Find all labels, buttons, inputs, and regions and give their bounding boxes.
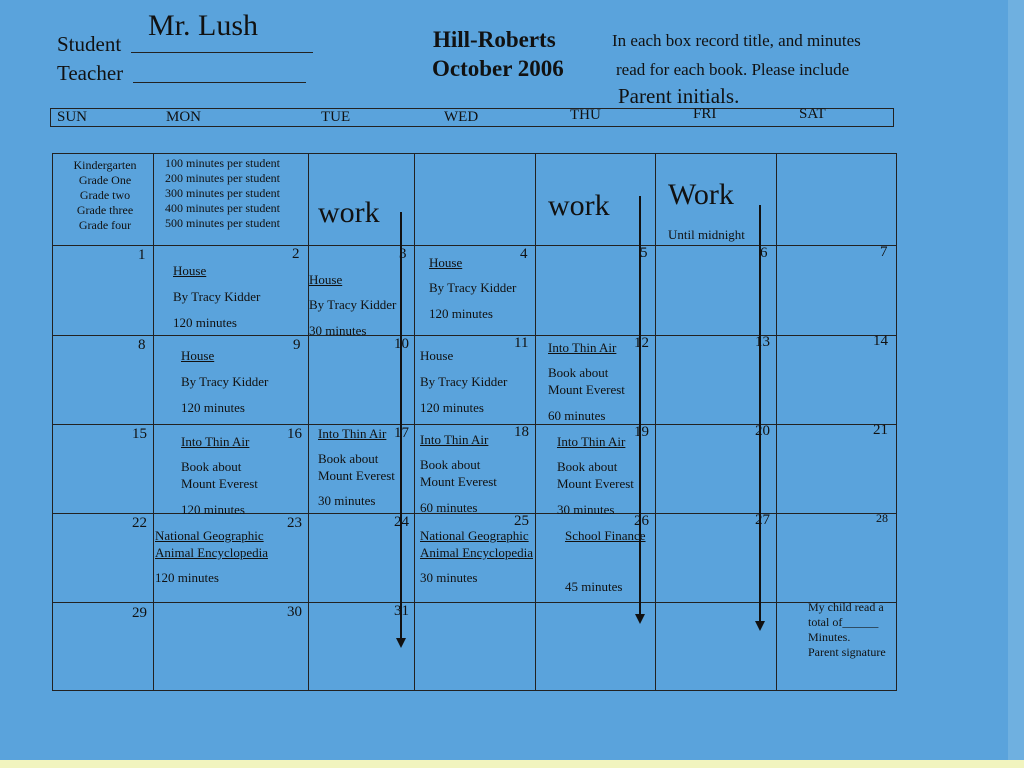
entry-minutes: 120 minutes bbox=[429, 306, 493, 321]
entry-author: By Tracy Kidder bbox=[181, 374, 269, 389]
date-number: 19 bbox=[634, 424, 649, 440]
work-note-fri: Work bbox=[668, 178, 734, 211]
date-number: 31 bbox=[394, 603, 409, 619]
entry-title: Into Thin Air bbox=[318, 426, 387, 441]
grid-col-line bbox=[153, 153, 154, 691]
day-mon: MON bbox=[166, 109, 202, 125]
work-note-thu: work bbox=[548, 189, 610, 222]
legend-minutes: 400 minutes per student bbox=[165, 201, 280, 215]
entry-author: By Tracy Kidder bbox=[173, 289, 261, 304]
grid-row-line bbox=[52, 335, 897, 336]
grid-col-line bbox=[414, 153, 415, 691]
grid-col-line bbox=[308, 153, 309, 691]
entry-title: National Geographic bbox=[420, 528, 529, 543]
work-note-tue: work bbox=[318, 196, 380, 229]
grid-row-line bbox=[52, 245, 897, 246]
date-number: 6 bbox=[760, 245, 768, 261]
grid-row-line bbox=[52, 424, 897, 425]
background-edge bbox=[1008, 0, 1024, 760]
entry-title: House bbox=[420, 348, 454, 363]
entry-desc: Book about bbox=[557, 459, 618, 474]
date-number: 24 bbox=[394, 514, 409, 530]
date-number: 18 bbox=[514, 424, 529, 440]
entry-minutes: 120 minutes bbox=[181, 502, 245, 517]
entry-desc: Mount Everest bbox=[557, 476, 634, 491]
minutes-legend bbox=[165, 156, 280, 231]
grid-col-line bbox=[655, 153, 656, 691]
entry-title: Into Thin Air bbox=[557, 434, 626, 449]
entry-title: School Finance bbox=[565, 528, 646, 543]
arrow-line bbox=[759, 205, 761, 622]
handwritten-teacher-name: Mr. Lush bbox=[148, 9, 259, 42]
day-fri: FRI bbox=[693, 106, 717, 122]
date-number: 3 bbox=[399, 246, 407, 262]
legend-grade: Grade One bbox=[78, 173, 132, 187]
background-strip bbox=[0, 760, 1024, 768]
arrow-down-icon bbox=[755, 621, 765, 631]
calendar-grid bbox=[52, 153, 897, 691]
entry-minutes: 30 minutes bbox=[309, 323, 367, 338]
arrow-down-icon bbox=[635, 614, 645, 624]
entry-desc: Book about bbox=[548, 365, 609, 380]
entry-minutes: 45 minutes bbox=[565, 579, 623, 594]
grid-col-line bbox=[776, 153, 777, 691]
entry-minutes: 30 minutes bbox=[420, 570, 478, 585]
legend-minutes: 100 minutes per student bbox=[165, 156, 280, 170]
entry-title: Animal Encyclopedia bbox=[420, 545, 533, 560]
date-number: 5 bbox=[640, 245, 648, 261]
month-title: October 2006 bbox=[432, 56, 564, 81]
date-number: 20 bbox=[755, 423, 770, 439]
grid-row-line bbox=[52, 602, 897, 603]
entry-title: House bbox=[309, 272, 343, 287]
instructions-line-1: In each box record title, and minutes bbox=[612, 31, 861, 50]
day-sun: SUN bbox=[57, 109, 88, 125]
date-number: 8 bbox=[138, 337, 146, 353]
date-number: 11 bbox=[514, 335, 529, 351]
date-number: 27 bbox=[755, 512, 770, 528]
entry-desc: Book about bbox=[420, 457, 481, 472]
entry-title: Animal Encyclopedia bbox=[155, 545, 268, 560]
arrow-down-icon bbox=[396, 638, 406, 648]
school-name: Hill-Roberts bbox=[433, 27, 556, 52]
date-number: 9 bbox=[293, 337, 301, 353]
entry-minutes: 60 minutes bbox=[548, 408, 606, 423]
signature-line: Minutes. bbox=[808, 630, 851, 644]
entry-title: House bbox=[181, 348, 215, 363]
day-wed: WED bbox=[444, 109, 479, 125]
parent-signature-box bbox=[808, 600, 886, 660]
legend-minutes: 300 minutes per student bbox=[165, 186, 280, 200]
date-number: 17 bbox=[394, 425, 409, 441]
entry-minutes: 30 minutes bbox=[557, 502, 615, 517]
entry-minutes: 60 minutes bbox=[420, 500, 478, 515]
entry-minutes: 30 minutes bbox=[318, 493, 376, 508]
legend-grade: Grade three bbox=[76, 203, 134, 217]
entry-desc: Book about bbox=[318, 451, 379, 466]
entry-title: House bbox=[429, 255, 463, 270]
legend-minutes: 500 minutes per student bbox=[165, 216, 280, 230]
signature-line: My child read a bbox=[808, 600, 884, 614]
entry-desc: Book about bbox=[181, 459, 242, 474]
date-number: 2 bbox=[292, 246, 300, 262]
grade-legend bbox=[60, 158, 150, 233]
teacher-label: Teacher bbox=[57, 61, 124, 85]
date-number: 12 bbox=[634, 335, 649, 351]
instructions-line-2: read for each book. Please include bbox=[616, 60, 850, 79]
entry-title: Into Thin Air bbox=[420, 432, 489, 447]
day-tue: TUE bbox=[321, 109, 351, 125]
date-number: 7 bbox=[880, 244, 888, 260]
date-number: 13 bbox=[755, 334, 770, 350]
legend-grade: Kindergarten bbox=[73, 158, 137, 172]
signature-line: total of______ bbox=[808, 615, 879, 629]
date-number: 16 bbox=[287, 426, 302, 442]
entry-title: Into Thin Air bbox=[181, 434, 250, 449]
entry-title: National Geographic bbox=[155, 528, 264, 543]
entry-desc: Mount Everest bbox=[548, 382, 625, 397]
entry-desc: Mount Everest bbox=[318, 468, 395, 483]
date-number: 10 bbox=[394, 336, 409, 352]
grid-col-line bbox=[535, 153, 536, 691]
instructions-line-3: Parent initials. bbox=[618, 84, 740, 108]
legend-grade: Grade four bbox=[78, 218, 132, 232]
day-sat: SAT bbox=[799, 106, 826, 122]
entry-minutes: 120 minutes bbox=[420, 400, 484, 415]
entry-minutes: 120 minutes bbox=[173, 315, 237, 330]
entry-title: House bbox=[173, 263, 207, 278]
date-number: 29 bbox=[132, 605, 147, 621]
entry-author: By Tracy Kidder bbox=[309, 297, 397, 312]
date-number: 28 bbox=[876, 511, 888, 525]
entry-title: Into Thin Air bbox=[548, 340, 617, 355]
legend-grade: Grade two bbox=[79, 188, 131, 202]
entry-minutes: 120 minutes bbox=[155, 570, 219, 585]
date-number: 25 bbox=[514, 513, 529, 529]
date-number: 30 bbox=[287, 604, 302, 620]
entry-minutes: 120 minutes bbox=[181, 400, 245, 415]
signature-line: Parent signature bbox=[808, 645, 886, 659]
date-number: 21 bbox=[873, 422, 888, 438]
teacher-line bbox=[133, 82, 306, 83]
entry-author: By Tracy Kidder bbox=[429, 280, 517, 295]
entry-desc: Mount Everest bbox=[420, 474, 497, 489]
date-number: 23 bbox=[287, 515, 302, 531]
until-midnight-note: Until midnight bbox=[668, 227, 745, 242]
entry-desc: Mount Everest bbox=[181, 476, 258, 491]
date-number: 4 bbox=[520, 246, 528, 262]
date-number: 1 bbox=[138, 247, 146, 263]
legend-minutes: 200 minutes per student bbox=[165, 171, 280, 185]
date-number: 15 bbox=[132, 426, 147, 442]
weekday-header bbox=[50, 108, 894, 127]
date-number: 26 bbox=[634, 513, 649, 529]
student-line bbox=[131, 52, 313, 53]
student-label: Student bbox=[57, 32, 122, 56]
date-number: 14 bbox=[873, 333, 888, 349]
day-thu: THU bbox=[570, 107, 601, 123]
date-number: 22 bbox=[132, 515, 147, 531]
entry-author: By Tracy Kidder bbox=[420, 374, 508, 389]
